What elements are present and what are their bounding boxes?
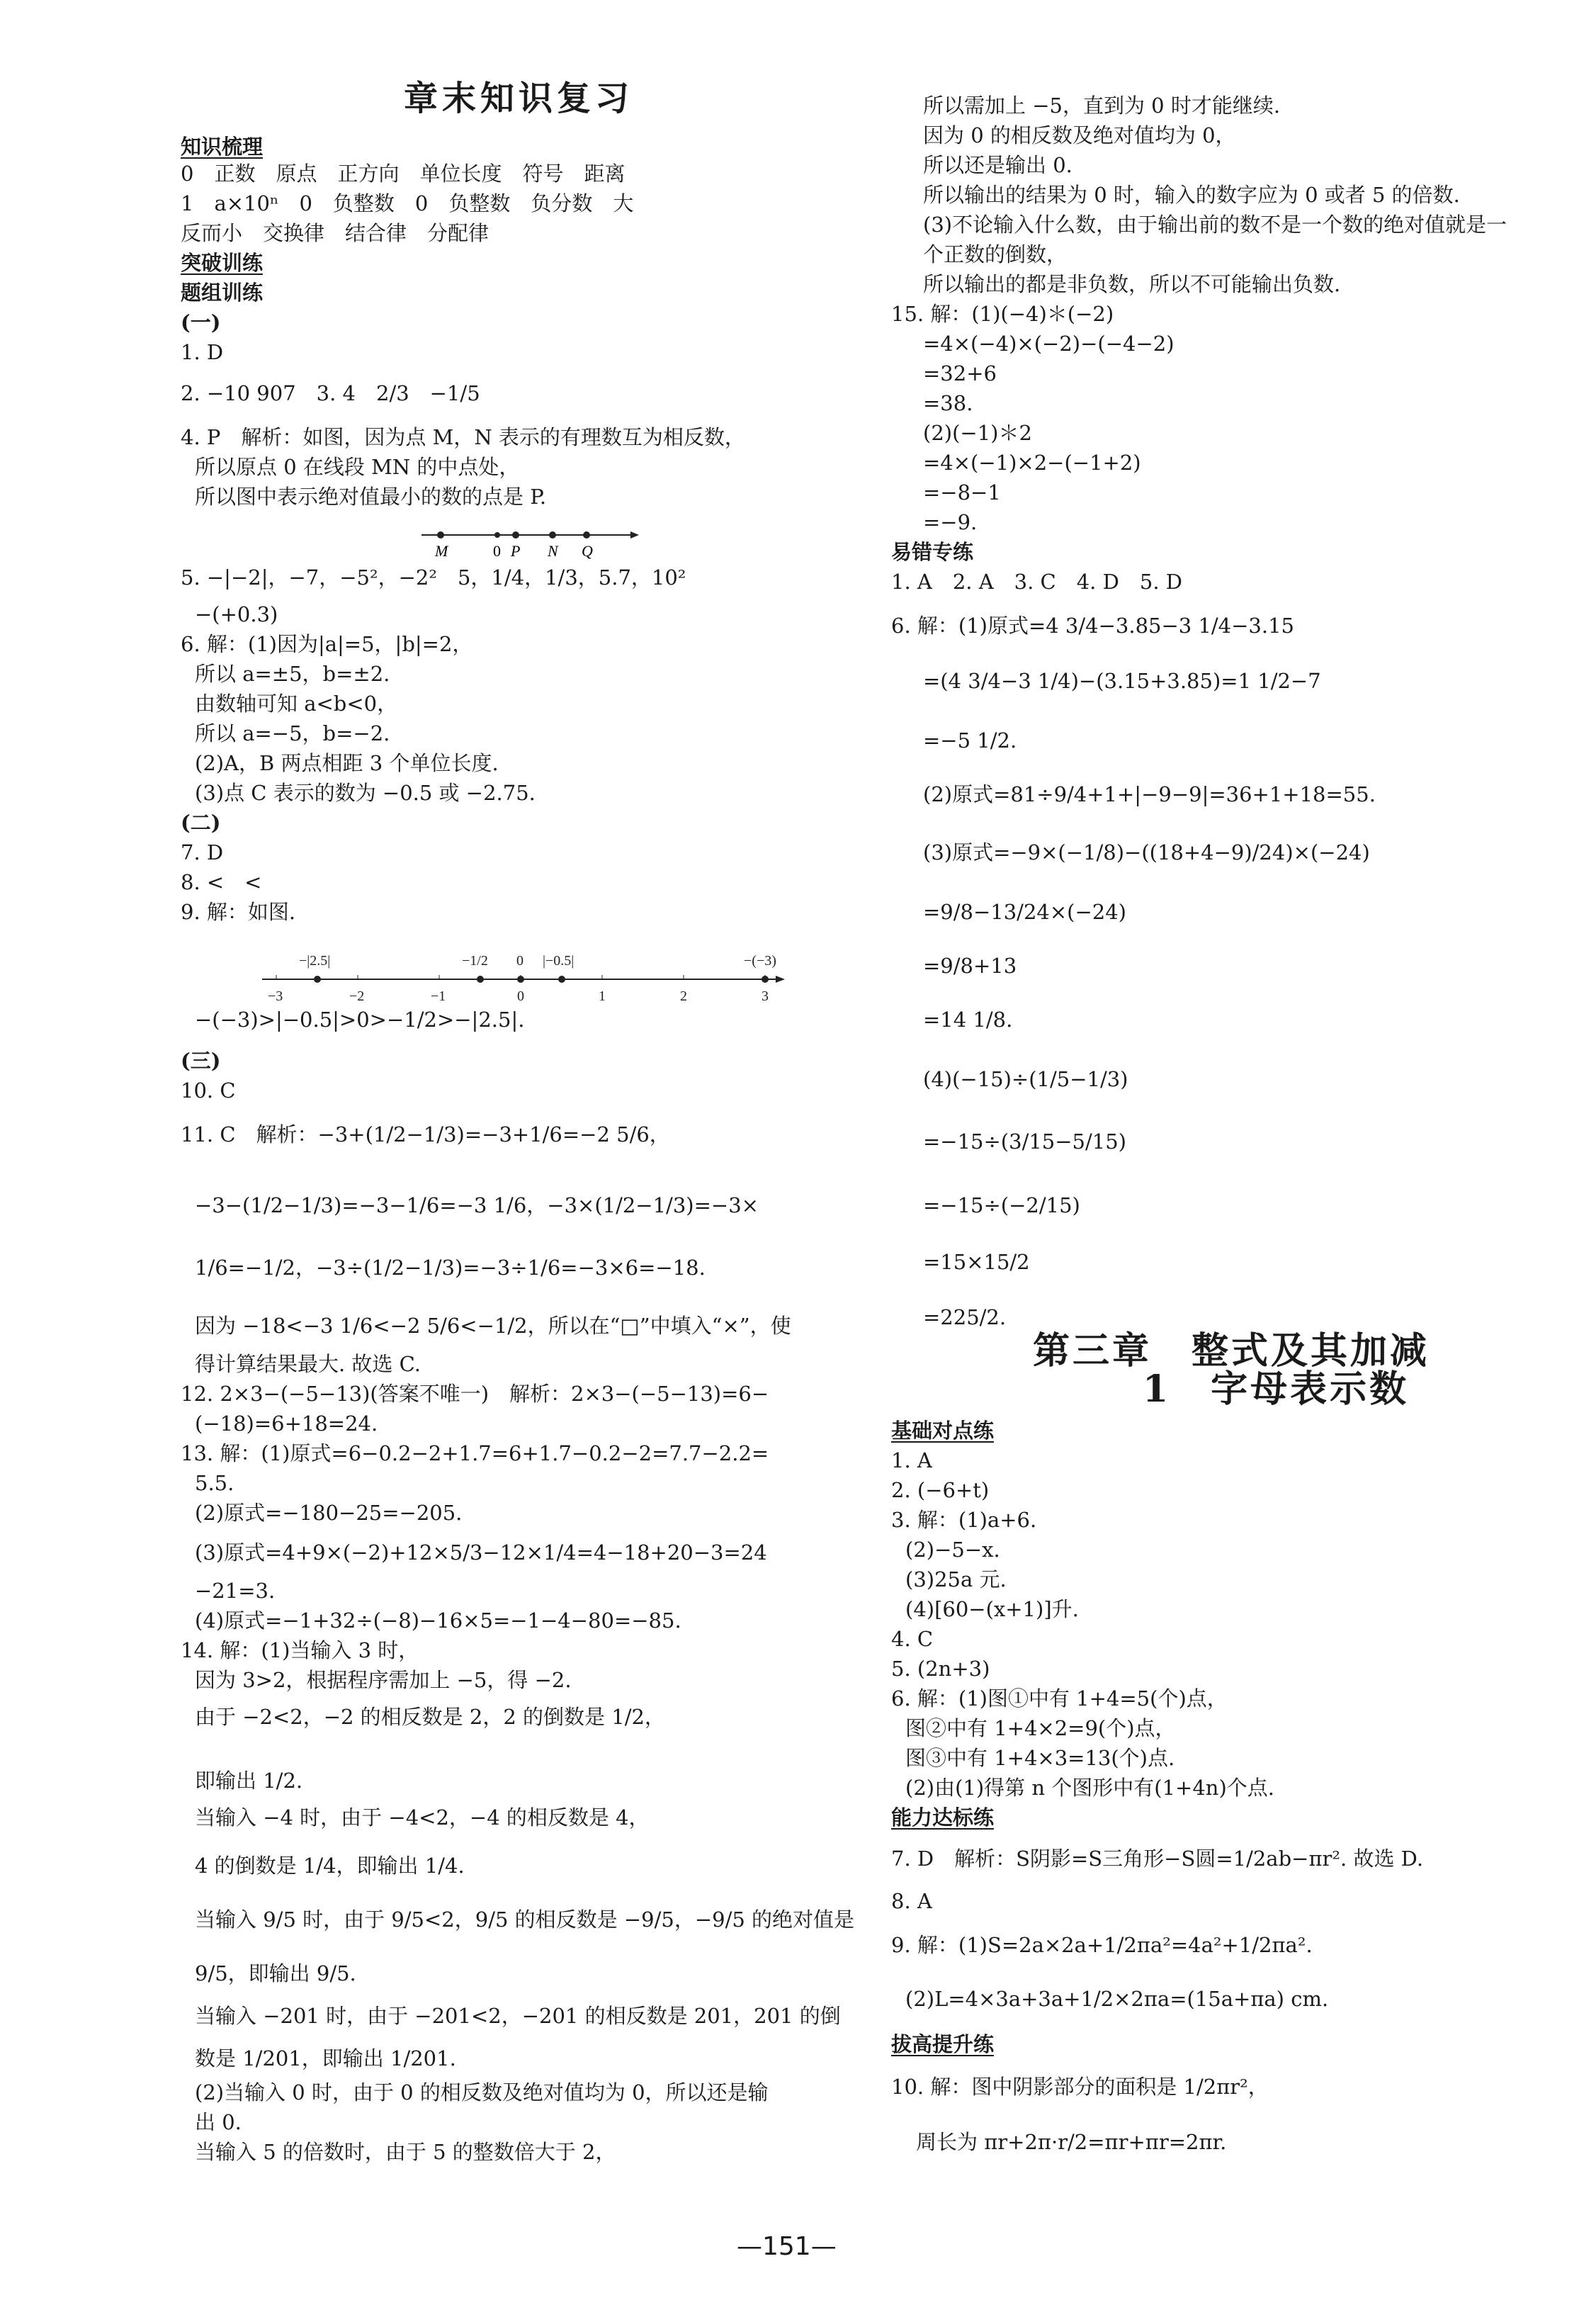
text-line: 4. C: [891, 1627, 934, 1651]
point-zero: [517, 976, 524, 983]
text-line: =−9.: [923, 510, 978, 534]
section-label: 基础对点练: [891, 1419, 995, 1443]
text-line: =4×(−1)×2−(−1+2): [923, 451, 1141, 475]
text-line: 6. 解：(1)图①中有 1+4=5(个)点，: [891, 1686, 1228, 1711]
text-line: (3)25a 元.: [905, 1567, 1007, 1591]
heading: 章末知识复习: [404, 79, 634, 118]
point-half: [558, 976, 565, 983]
mark-label: −(−3): [744, 953, 776, 969]
text-line: 1 a×10ⁿ 0 负整数 0 负整数 负分数 大: [181, 191, 634, 215]
number-line-q4: [418, 528, 645, 577]
text-line: =225/2.: [923, 1305, 1007, 1329]
text-line: =9/8+13: [923, 954, 1017, 978]
text-line: =15×15/2: [923, 1250, 1030, 1274]
text-line: 所以原点 0 在线段 MN 的中点处，: [195, 455, 520, 479]
text-line: (一): [181, 310, 221, 334]
section-label: 能力达标练: [891, 1805, 995, 1830]
text-line: −21=3.: [195, 1579, 276, 1603]
text-line: 1. A 2. A 3. C 4. D 5. D: [891, 570, 1183, 594]
mark-label: 0: [516, 953, 523, 969]
section-label: 知识梳理: [181, 135, 264, 159]
text-line: (3)点 C 表示的数为 −0.5 或 −2.75.: [195, 781, 536, 805]
text-line: 11. C 解析：−3+(1/2−1/3)=−3+1/6=−2 5/6，: [181, 1122, 670, 1146]
label-n: N: [548, 542, 558, 560]
point-n: [549, 531, 556, 539]
text-line: =14 1/8.: [923, 1008, 1013, 1032]
text-line: (−18)=6+18=24.: [195, 1411, 378, 1436]
text-line: (2)原式=81÷9/4+1+|−9−9|=36+1+18=55.: [923, 782, 1376, 806]
text-line: 所以还是输出 0.: [923, 153, 1073, 177]
text-line: 由数轴可知 a<b<0，: [195, 692, 398, 716]
point-three: [762, 976, 769, 983]
mark-label: −|2.5|: [299, 953, 331, 969]
text-line: 题组训练: [181, 281, 264, 305]
text-line: (3)原式=4+9×(−2)+12×5/3−12×1/4=4−18+20−3=24: [195, 1540, 767, 1565]
text-line: (4)(−15)÷(1/5−1/3): [923, 1067, 1128, 1091]
text-line: 所以 a=±5，b=±2.: [195, 662, 390, 686]
text-line: 即输出 1/2.: [195, 1769, 303, 1793]
heading: 1 字母表示数: [1143, 1368, 1410, 1411]
text-line: 个正数的倒数，: [923, 242, 1068, 266]
text-line: 10. C: [181, 1078, 236, 1103]
label-q: Q: [582, 542, 593, 560]
text-line: =9/8−13/24×(−24): [923, 900, 1126, 924]
text-line: 6. 解：(1)因为|a|=5，|b|=2，: [181, 632, 473, 656]
text-line: (3)不论输入什么数，由于输出前的数不是一个数的绝对值就是一: [923, 213, 1507, 237]
text-line: 7. D: [181, 840, 224, 864]
tick-label: −1: [431, 988, 446, 1004]
text-line: 所以 a=−5，b=−2.: [195, 721, 390, 745]
text-line: 当输入 5 的倍数时，由于 5 的整数倍大于 2，: [195, 2140, 616, 2164]
text-line: 9. 解：如图.: [181, 900, 296, 924]
text-line: 得计算结果最大. 故选 C.: [195, 1352, 421, 1376]
text-line: 6. 解：(1)原式=4 3/4−3.85−3 1/4−3.15: [891, 614, 1294, 638]
text-line: 所以需加上 −5，直到为 0 时才能继续.: [923, 94, 1281, 118]
tick-label: −3: [268, 988, 283, 1004]
text-line: (2)原式=−180−25=−205.: [195, 1501, 463, 1525]
mark-label: |−0.5|: [543, 953, 575, 969]
text-line: 因为 3>2，根据程序需加上 −5，得 −2.: [195, 1668, 572, 1692]
text-line: (2)(−1)＊2: [923, 421, 1032, 445]
text-line: (2)−5−x.: [905, 1538, 1000, 1562]
text-line: (二): [181, 811, 221, 835]
text-line: 数是 1/201，即输出 1/201.: [195, 2046, 456, 2070]
text-line: 10. 解：图中阴影部分的面积是 1/2πr²，: [891, 2075, 1269, 2099]
text-line: 图②中有 1+4×2=9(个)点，: [905, 1716, 1176, 1740]
text-line: 当输入 −4 时，由于 −4<2，−4 的相反数是 4，: [195, 1805, 650, 1830]
text-line: (2)当输入 0 时，由于 0 的相反数及绝对值均为 0，所以还是输: [195, 2080, 769, 2104]
text-line: 9/5，即输出 9/5.: [195, 1961, 356, 1985]
text-line: 所以输出的都是非负数，所以不可能输出负数.: [923, 272, 1341, 296]
text-line: =32+6: [923, 361, 997, 385]
text-line: 8. A: [891, 1889, 932, 1913]
text-line: 反而小 交换律 结合律 分配律: [181, 221, 489, 245]
tick-label: 0: [517, 988, 524, 1004]
number-line-q9: [255, 949, 793, 1020]
text-line: 由于 −2<2，−2 的相反数是 2，2 的倒数是 1/2，: [195, 1705, 665, 1729]
text-line: =−8−1: [923, 480, 1001, 505]
text-line: 出 0.: [195, 2110, 242, 2134]
text-line: 5. −|−2|，−7，−5²，−2² 5，1/4，1/3，5.7，10²: [181, 565, 686, 590]
section-label: 拔高提升练: [891, 2032, 995, 2056]
page-number: —151—: [737, 2232, 837, 2261]
point-neg-half: [477, 976, 484, 983]
text-line: 2. (−6+t): [891, 1478, 990, 1502]
label-p: P: [511, 542, 521, 560]
text-line: (3)原式=−9×(−1/8)−((18+4−9)/24)×(−24): [923, 840, 1370, 864]
text-line: 5. (2n+3): [891, 1657, 990, 1681]
section-label: 突破训练: [181, 251, 264, 275]
text-line: 15. 解：(1)(−4)＊(−2): [891, 302, 1114, 326]
text-line: (三): [181, 1049, 221, 1073]
text-line: =−5 1/2.: [923, 728, 1017, 753]
text-line: 12. 2×3−(−5−13)(答案不唯一) 解析：2×3−(−5−13)=6−: [181, 1382, 769, 1406]
text-line: 1. A: [891, 1448, 932, 1472]
text-line: =4×(−4)×(−2)−(−4−2): [923, 332, 1175, 356]
text-line: 4 的倒数是 1/4，即输出 1/4.: [195, 1854, 465, 1878]
text-line: −(−3)>|−0.5|>0>−1/2>−|2.5|.: [195, 1008, 525, 1032]
text-line: =38.: [923, 391, 973, 415]
text-line: 图③中有 1+4×3=13(个)点.: [905, 1746, 1175, 1770]
label-m: M: [435, 542, 448, 560]
tick-label: −2: [349, 988, 365, 1004]
text-line: 3. 解：(1)a+6.: [891, 1508, 1037, 1532]
text-line: 当输入 −201 时，由于 −201<2，−201 的相反数是 201，201 的倒: [195, 2004, 841, 2028]
text-line: (2)由(1)得第 n 个图形中有(1+4n)个点.: [905, 1776, 1274, 1800]
text-line: (4)[60−(x+1)]升.: [905, 1597, 1079, 1621]
text-line: (4)原式=−1+32÷(−8)−16×5=−1−4−80=−85.: [195, 1608, 681, 1633]
text-line: 8. < <: [181, 870, 262, 894]
text-line: 所以图中表示绝对值最小的数的点是 P.: [195, 485, 547, 509]
text-line: (2)A，B 两点相距 3 个单位长度.: [195, 751, 499, 775]
tick-label: 3: [762, 988, 769, 1004]
text-line: 0 正数 原点 正方向 单位长度 符号 距离: [181, 162, 626, 186]
text-line: 14. 解：(1)当输入 3 时，: [181, 1638, 419, 1662]
text-line: 13. 解：(1)原式=6−0.2−2+1.7=6+1.7−0.2−2=7.7−2.2=: [181, 1441, 769, 1465]
text-line: −(+0.3): [195, 602, 278, 626]
text-line: 5.5.: [195, 1471, 234, 1495]
text-line: 易错专练: [891, 540, 974, 564]
text-line: 2. −10 907 3. 4 2/3 −1/5: [181, 381, 480, 405]
tick-label: 2: [680, 988, 687, 1004]
heading: 第三章 整式及其加减: [1033, 1329, 1430, 1373]
text-line: 7. D 解析：S阴影=S三角形−S圆=1/2ab−πr². 故选 D.: [891, 1847, 1424, 1871]
point-m: [437, 531, 444, 539]
text-line: 1. D: [181, 340, 224, 364]
point-origin: [494, 532, 500, 538]
text-line: 当输入 9/5 时，由于 9/5<2，9/5 的相反数是 −9/5，−9/5 的绝对值是: [195, 1907, 855, 1932]
text-line: 周长为 πr+2π·r/2=πr+πr=2πr.: [916, 2130, 1227, 2154]
text-line: 1/6=−1/2，−3÷(1/2−1/3)=−3÷1/6=−3×6=−18.: [195, 1256, 706, 1280]
text-line: 4. P 解析：如图，因为点 M，N 表示的有理数互为相反数，: [181, 425, 745, 449]
text-line: 因为 −18<−3 1/6<−2 5/6<−1/2，所以在“□”中填入“×”，使: [195, 1314, 791, 1338]
text-line: =(4 3/4−3 1/4)−(3.15+3.85)=1 1/2−7: [923, 669, 1321, 693]
text-line: 所以输出的结果为 0 时，输入的数字应为 0 或者 5 的倍数.: [923, 183, 1460, 207]
text-line: 因为 0 的相反数及绝对值均为 0，: [923, 123, 1236, 147]
text-line: =−15÷(3/15−5/15): [923, 1129, 1126, 1154]
text-line: (2)L=4×3a+3a+1/2×2πa=(15a+πa) cm.: [905, 1987, 1329, 2011]
tick-label: 1: [599, 988, 606, 1004]
point-p: [512, 531, 519, 539]
text-line: =−15÷(−2/15): [923, 1193, 1080, 1217]
point-q: [583, 531, 590, 539]
point-neg-2-5: [314, 976, 321, 983]
mark-label: −1/2: [462, 953, 488, 969]
text-line: −3−(1/2−1/3)=−3−1/6=−3 1/6，−3×(1/2−1/3)=−3×: [195, 1193, 759, 1217]
text-line: 9. 解：(1)S=2a×2a+1/2πa²=4a²+1/2πa².: [891, 1933, 1313, 1957]
label-0: 0: [493, 542, 501, 560]
